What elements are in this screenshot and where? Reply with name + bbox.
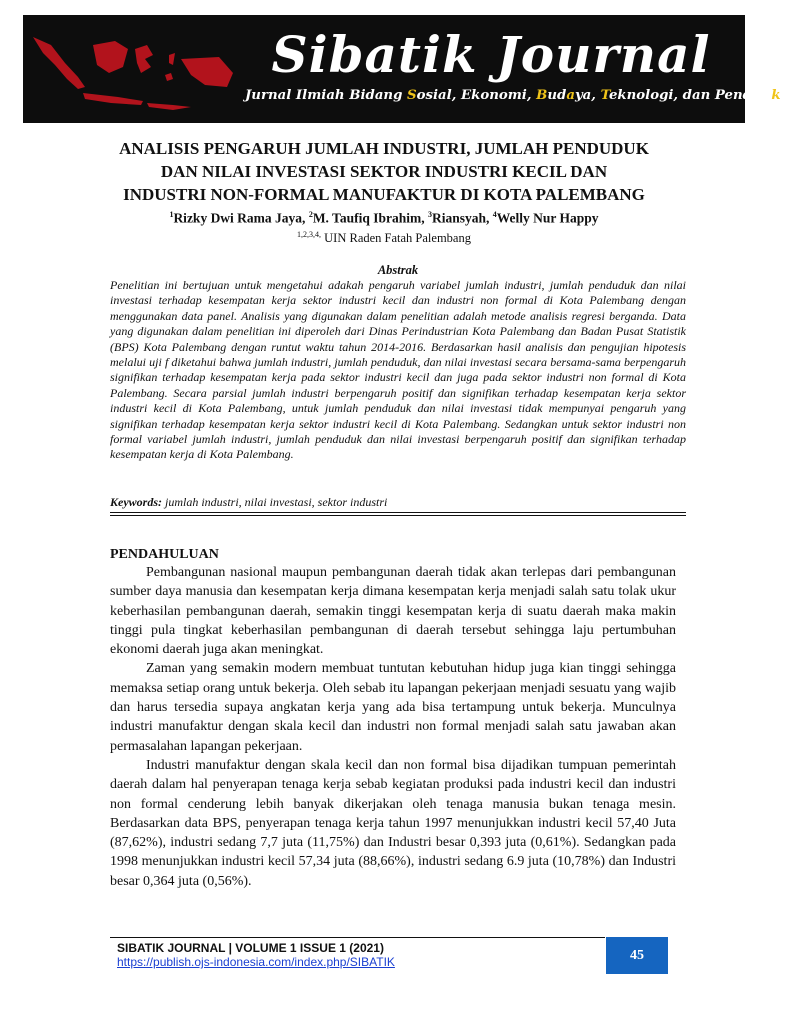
section-body (110, 563, 676, 891)
journal-banner (23, 15, 799, 123)
journal-title: Sibatik Journal (271, 25, 711, 84)
footer-journal-info: SIBATIK JOURNAL | VOLUME 1 ISSUE 1 (2021) (117, 941, 384, 955)
abstract-text: Penelitian ini bertujuan untuk mengetahui adakah pengaruh variabel jumlah industri, jumlah penduduk dan nilai investasi terhadap kesempatan kerja sektor industri kecil dan industri non formal di Kota Palembang dengan menggunakan data panel. Analisis yang digunakan dalam penelitian adalah metode analisis regresi berganda. Data yang digunakan dalam penelitian ini diperoleh dari Dinas Perindustrian Kota Palembang dan Badan Pusat Statistik (BPS) Kota Palembang dengan runtut waktu tahun 2014-2016. Berdasarkan hasil analisis dan pengujian hipotesis melalui uji f diketahui bahwa jumlah industri, jumlah penduduk, dan nilai investasi secara bersama-sama berpengaruh signifikan terhadap kesempatan kerja pada sektor industri kecil dan juga pada sektor industri non formal di Kota Palembang. Secara parsial jumlah industri berpengaruh positif dan signifikan terhadap kesempatan kerja sektor industri kecil di Kota Palembang, untuk jumlah penduduk dan nilai investasi tidak mempunyai pengaruh yang signifikan terhadap kesempatan kerja sektor industri kecil di Kota Palembang. Sedangkan untuk sektor industri non formal variabel jumlah industri, jumlah penduduk dan nilai investasi berpengaruh positif dan signifikan terhadap kesempatan kerja di Kota Palembang. (110, 278, 686, 462)
title-line: DAN NILAI INVESTASI SEKTOR INDUSTRI KECIL DAN (160, 162, 608, 181)
paragraph: Zaman yang semakin modern membuat tuntutan kebutuhan hidup juga kian tinggi sehingga memaksa setiap orang untuk bekerja. Oleh sebab itu lapangan pekerjaan menjadi sesuatu yang wajib dan harus tersedia supaya angkatan kerja yang ada bisa tertampung untuk bekerja. Munculnya industri manufaktur dengan skala kecil dan industri non formal menjadi salah satu jawaban akan permasalahan lapangan pekerjaan. (110, 661, 676, 754)
divider (110, 515, 686, 516)
keywords: Keywords: jumlah industri, nilai investasi, sektor industri (110, 495, 388, 509)
title-line: ANALISIS PENGARUH JUMLAH INDUSTRI, JUMLAH PENDUDUK (119, 139, 649, 158)
article-title (90, 137, 678, 206)
author-list: $^1$Rizky Dwi Rama Jaya, $^2$M. Taufiq Ibrahim, $^3$Riansyah, $^4$Welly Nur Happy (169, 210, 599, 226)
indonesia-map-logo (23, 15, 238, 123)
paragraph: Pembangunan nasional maupun pembangunan daerah tidak akan terlepas dari pembangunan sumber daya manusia dan kesempatan kerja dimana kesempatan kerja menjadi salah satu tolak ukur keberhasilan pembangunan daerah, semakin tinggi kesempatan kerja di suatu daerah maka makin tinggi pula tingkat keberhasilan pembangunan di daerah tersebut sehingga laju pertumbuhan ekonomi daerah juga akan meningkat. (110, 565, 676, 658)
journal-subtitle: Jurnal Ilmiah Bidang Sosial, Ekonomi, Budaya, Teknologi, dan Pendidikan (245, 88, 799, 103)
page-number: 45 (606, 937, 668, 974)
journal-url-link[interactable]: https://publish.ojs-indonesia.com/index.php/SIBATIK (117, 955, 395, 969)
author-affiliation: $^{1,2,3,4,}$ UIN Raden Fatah Palembang (297, 230, 471, 246)
paragraph: Industri manufaktur dengan skala kecil dan non formal bisa dijadikan tumpuan pemerintah daerah dalam hal penyerapan tenaga kerja sebab kegiatan produksi pada industri kecil dan industri non formal cenderung lebih banyak dikerjakan oleh tenaga manusia bukan tenaga mesin. Berdasarkan data BPS, penyerapan tenaga kerja tahun 1997 menunjukkan industri kecil 57,40 Juta (87,62%), industri sedang 7,7 juta (11,75%) dan Industri besar 0,393 juta (0,61%). Sedangkan pada 1998 menunjukkan industri kecil 57,34 juta (88,66%), industri sedang 6.9 juta (10,78%) dan Industri besar 0,364 juta (0,56%). (110, 757, 676, 889)
title-line: INDUSTRI NON-FORMAL MANUFAKTUR DI KOTA PALEMBANG (123, 185, 645, 204)
footer-divider (110, 937, 605, 938)
abstract-heading: Abstrak (377, 263, 419, 277)
section-heading: PENDAHULUAN (110, 547, 219, 562)
divider (110, 512, 686, 513)
